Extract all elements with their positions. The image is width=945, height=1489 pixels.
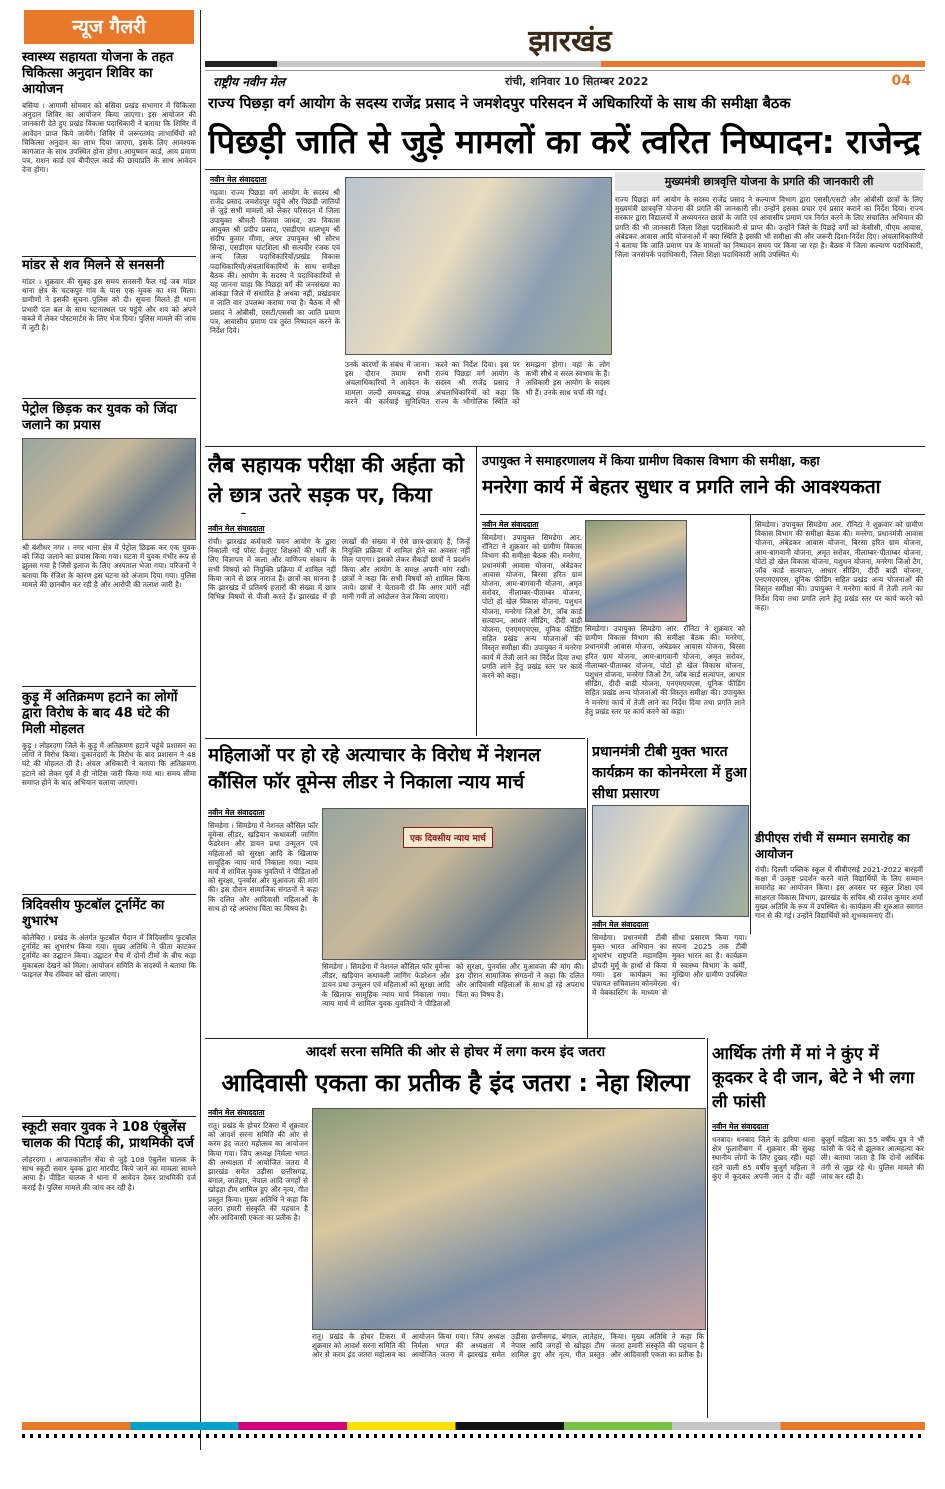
tb-program-photo (592, 805, 749, 917)
story-headline: महिलाओं पर हो रहे अत्याचार के विरोध में नेशनल कौंसिल फॉर वूमेन्स लीडर ने निकाला न्याय मार्च (208, 745, 541, 793)
story-headline: प्रधानमंत्री टीबी मुक्त भारत कार्यक्रम का कोनमेरला में हुआ सीधा प्रसारण (592, 744, 747, 802)
story-body (208, 808, 318, 1031)
article-text: उनके कारणों के संबंध में जाना। इस दौरान तमाम सभी अंचलाधिकारियों ने आवेदन के मामला जल्दी समयबद्ध संपन्न करने की कार्रवाई सुनिश्चित करने का निर्देश दिया। इस पर राज्य पिछड़ा वर्ग आयोग के सदस्य श्री राजेंद्र प्रसाद ने अंचलाधिकारियों को कहा कि राज्य के भौगोलिक स्थिति को समझना होगा। वहां के लोग कभी सीधे व सरल स्वभाव के हैं। अधिकारी इस आयोग के सदस्य भी हैं। उनके साथ चर्चा की गई। (345, 360, 610, 406)
dateline: रांची, शनिवार 10 सितम्बर 2022 (505, 75, 649, 88)
article-text: रातू। प्रखंड के होचर टिकरा में शुक्रवार को आदर्श सरना समिति की ओर से करम इंद जतरा महोत्सव का आयोजन किया गया। जिप अध्यक्ष निर्मला भगत की अध्यक्षता में आयोजित जतरा में झारखंड समेत उड़ीसा छत्तीसगढ़, बंगाल, लातेहार, नेपाल आदि जगहों से खोड़हा टीम शामिल हुए और नृत्य, गीत प्रस्तुत किया। मुख्य अतिथि ने कहा कि जतरा हमारी संस्कृति की पहचान है और आदिवासी एकता का प्रतीक है। (208, 1121, 308, 1223)
sidebar-headline: त्रिदिवसीय फुटबॉल टूर्नामेंट का शुभारंभ (22, 898, 165, 929)
article-text: धनबाद। धनबाद जिले के झरिया थाना क्षेत्र फुलारीबाग में शुक्रवार की सुबह स्थानीय लोगों के लिए दुखद रही। यहां रहने वाली 85 वर्षीय बुजुर्ग महिला ने कुंए में कूदकर अपनी जान दे दी। वहीं बुजुर्ग महिला का 55 वर्षीय पुत्र ने भी फांसी के फंदे से झूलकर आत्महत्या कर ली। बताया जाता है कि दोनों आर्थिक तंगी से जूझ रहे थे। पुलिस मामले की जांच कर रही है। (712, 1135, 924, 1181)
byline: नवीन मेल संवाददाता (208, 1108, 265, 1117)
story-headline: आर्थिक तंगी में मां ने कुंए में कूदकर दे दी जान, बेटे ने भी लगा ली फांसी (712, 1044, 915, 1111)
paper-logo: राष्ट्रीय नवीन मेल (213, 75, 285, 89)
sidebar-story (22, 50, 196, 246)
byline: नवीन मेल संवाददाता (208, 524, 265, 533)
byline: नवीन मेल संवाददाता (210, 175, 267, 184)
story-headline: लैब सहायक परीक्षा की अर्हता को ले छात्र उतरे सड़क पर, किया (208, 453, 465, 507)
article-text: रांची। झारखंड कर्मचारी चयन आयोग के द्वारा निकाली गई पोस्ट ग्रेजुएट शिक्षकों की भर्ती के लिए विज्ञापन में कला और वाणिज्य संकाय के सभी विषयों को नियुक्ति प्रक्रिया में शामिल नहीं किया जाने से छात्र नाराज हैं। छात्रों का मानना है कि झारखंड में प्रतिवर्ष हजारों की संख्या में छात्र विभिन्न विषयों से पीजी करते हैं। झारखंड में ही लाखों की संख्या में ऐसे छात्र-छात्राएं हैं, जिन्हें नियुक्ति प्रक्रिया में शामिल होने का अवसर नहीं मिल पाएगा। इसको लेकर सैकड़ों छात्रों ने प्रदर्शन किया और आयोग के समक्ष अपनी मांग रखी। छात्रों ने कहा कि सभी विषयों को शामिल किया जाये। छात्रों ने चेतावनी दी कि अगर मांगें नहीं मानी गयीं तो आंदोलन तेज किया जाएगा। (208, 537, 470, 602)
byline: नवीन मेल संवाददाता (208, 808, 265, 817)
story-headline: मनरेगा कार्य में बेहतर सुधार व प्रगति लाने की आवश्यकता (482, 476, 881, 498)
story-body (208, 524, 470, 737)
byline: नवीन मेल संवाददाता (712, 1122, 769, 1131)
sidebar-story (22, 402, 196, 683)
article-text: सिमडेगा । सिमडेगा में नेशनल कौंसिल फॉर वूमेन्स लीडर, खड़ियान कथावली जागिंग फेडरेशन और डायन प्रथा उन्मूलन एवं महिलाओं को सुरक्षा आदि के खिलाफ सामूहिक न्याय मार्च निकाला गया। न्याय मार्च में शामिल युवक युवतियों ने पीड़िताओं को सुरक्षा, पुनर्वास और मुआवजा की मांग की। इस दौरान सामाजिक संगठनों ने कहा कि दलित और आदिवासी महिलाओं के साथ हो रहे अपराध चिंता का विषय है। (322, 962, 584, 1008)
page-number: 04 (891, 73, 911, 89)
sidebar-body: श्री बंशीधर नगर । नगर थाना क्षेत्र में पेट्रोल छिड़क कर एक युवक को जिंदा जलाने का प्रयास किया गया। घटना में युवक गंभीर रूप से झुलस गया है जिसे इलाज के लिए अस्पताल भेजा गया। परिजनों ने बताया कि रंजिश के कारण इस घटना को अंजाम दिया गया। पुलिस मामले की छानबीन कर रही है और आरोपी की तलाश जारी है। (22, 543, 196, 589)
article-text: सिमडेगा। उपायुक्त सिमडेगा आर. रॉनिटा ने शुक्रवार को ग्रामीण विकास विभाग की समीक्षा बैठक की। मनरेगा, प्रधानमंत्री आवास योजना, अंबेडकर आवास योजना, बिरसा हरित ग्राम योजना, आम-बागवानी योजना, अमृत सरोवर, नीलाम्बर-पीताम्बर योजना, पोटो हो खेल विकास योजना, पशुधन योजना, मनरेगा जिओ टैग, जॉब कार्ड सत्यापन, आधार सीडिंग, दीदी बाड़ी योजना, एनएमएमएस, यूनिक फीडिंग सहित प्रखंड अन्य योजनाओं की विस्तृत समीक्षा की। उपायुक्त ने मनरेगा कार्य में तेजी लाने का निर्देश दिया तथा प्रगति लाने हेतु प्रखंड स्तर पर कार्य करने को कहा। (482, 533, 582, 681)
sidebar-photo (22, 438, 196, 540)
sidebar-body: कुड़ू । लोहरदगा जिले के कुड़ू में अतिक्रमण हटाने पहुंचे प्रशासन का लोगों ने विरोध किया। दुकानदारों के विरोध के बाद प्रशासन ने 48 घंटे की मोहलत दी है। अंचल अधिकारी ने बताया कि अतिक्रमण हटाने को लेकर पूर्व में ही नोटिस जारी किया गया था। समय सीमा समाप्त होने के बाद अभियान चलाया जाएगा। (22, 741, 196, 787)
sidebar-body: बसिया । आगामी सोमवार को बसिया प्रखंड सभागार में चिकित्सा अनुदान शिविर का आयोजन किया जाएगा। इस आयोजन की जानकारी देते हुए प्रखंड विकास पदाधिकारी ने बताया कि शिविर में आवेदन प्राप्त किये जायेंगे। शिविर में जरूरतमंद लाभार्थियों को चिकित्सा अनुदान का लाभ दिया जाएगा, इसके लिए आवश्यक कागजात के साथ उपस्थित होना होगा। आयुष्मान कार्ड, आय प्रमाण पत्र, राशन कार्ड एवं बीपीएल कार्ड की छायाप्रति के साथ आवेदन देना होगा। (22, 101, 196, 175)
sidebar-story (22, 690, 196, 891)
section-title: झारखंड (528, 24, 612, 59)
march-banner: एक दिवसीय न्याय मार्च (403, 827, 493, 848)
article-text: सिमडेगा। प्रधानमंत्री टीबी मुक्त भारत अभियान का शुभारंभ राष्ट्रपति महामहिम द्रौपदी मुर्मू के हाथों से किया गया। इस कार्यक्रम का पंचायत सचिवालय कोनमेरला में वेबकास्टिंग के माध्यम से सीधा प्रसारण किया गया। सपना 2025 तक टीबी मुक्त भारत का है। कार्यक्रम में स्वास्थ्य विभाग के कर्मी, मुखिया और ग्रामीण उपस्थित थे। (592, 933, 747, 998)
lead-headline: पिछड़ी जाति से जुड़े मामलों का करें त्वरित निष्पादन: राजेन्द्र (208, 122, 921, 161)
sidebar-body: लोहरदगा । आपातकालीन सेवा से जुड़े 108 एंबुलेंस चालक के साथ स्कूटी सवार युवक द्वारा मारपीट किये जाने का मामला सामने आया है। पीड़ित चालक ने थाना में आवेदन देकर प्राथमिकी दर्ज कराई है। पुलिस मामले की जांच कर रही है। (22, 1155, 196, 1192)
bottom-color-bar (22, 1422, 925, 1430)
sidebar-headline: पेट्रोल छिड़क कर युवक को जिंदा जलाने का प्रयास (22, 402, 177, 433)
article-text: रातू। प्रखंड के होचर टिकरा में शुक्रवार को आदर्श सरना समिति की ओर से करम इंद जतरा महोत्सव का आयोजन किया गया। जिप अध्यक्ष निर्मला भगत की अध्यक्षता में आयोजित जतरा में झारखंड समेत उड़ीसा छत्तीसगढ़, बंगाल, लातेहार, नेपाल आदि जगहों से खोड़हा टीम शामिल हुए और नृत्य, गीत प्रस्तुत किया। मुख्य अतिथि ने कहा कि जतरा हमारी संस्कृति की पहचान है और आदिवासी एकता का प्रतीक है। (312, 1332, 704, 1360)
story-headline: आदिवासी एकता का प्रतीक है इंद जतरा : नेहा शिल्पा (221, 1069, 690, 1097)
review-meeting-photo (585, 520, 687, 622)
sidebar-subhead: मुख्यमंत्री छात्रवृत्ति योजना के प्रगति की जानकारी ली (615, 172, 923, 191)
registration-marks (22, 1434, 925, 1438)
article-text: सिमडेगा। उपायुक्त सिमडेगा आर. रॉनिटा ने शुक्रवार को ग्रामीण विकास विभाग की समीक्षा बैठक की। मनरेगा, प्रधानमंत्री आवास योजना, अंबेडकर आवास योजना, बिरसा हरित ग्राम योजना, आम-बागवानी योजना, अमृत सरोवर, नीलाम्बर-पीताम्बर योजना, पोटो हो खेल विकास योजना, पशुधन योजना, मनरेगा जिओ टैग, जॉब कार्ड सत्यापन, आधार सीडिंग, दीदी बाड़ी योजना, एनएमएमएस, यूनिक फीडिंग सहित प्रखंड अन्य योजनाओं की विस्तृत समीक्षा की। उपायुक्त ने मनरेगा कार्य में तेजी लाने का निर्देश दिया तथा प्रगति लाने हेतु प्रखंड स्तर पर कार्य करने को कहा। (755, 520, 923, 612)
march-photo (322, 808, 586, 960)
story-body (482, 520, 582, 733)
article-text: गढ़वा। राज्य पिछड़ा वर्ग आयोग के सदस्य श्री राजेंद्र प्रसाद जमशेदपुर पहुंचे और पिछड़ी जातियों से जुड़े सभी मामलों को लेकर परिसदन में जिला उपायुक्त श्रीमती विजया जाधव, उप विकास आयुक्त श्री प्रदीप प्रसाद, एसडीएम धालभूम श्री संदीप कुमार मीणा, अपर उपायुक्त श्री सौरभ सिन्हा, एसडीएम घाटशिला श्री सत्यवीर रजक एवं अन्य जिला पदाधिकारियों/प्रखंड विकास पदाधिकारियों/अंचलाधिकारियों के साथ समीक्षा बैठक की। आयोग के सदस्य ने पदाधिकारियों से यह जानना चाहा कि पिछड़ा वर्ग की जनसंख्या का आंकड़ा जिले में संधारित है अथवा नहीं, प्रखंडवार व जाति वार उपलब्ध कराया गया है। बैठक में श्री प्रसाद ने ओबीसी, एसटी/एससी का जाति प्रमाण पत्र, आवासीय प्रमाण पत्र तुरंत निष्पादन करने के निर्देश दिये। (210, 188, 340, 336)
article-text: रांची। दिल्ली पब्लिक स्कूल में सीबीएसई 2021-2022 बारहवीं कक्षा में उत्कृष्ट प्रदर्शन करने वाले विद्यार्थियों के लिए सम्मान समारोह का आयोजन किया। इस अवसर पर स्कूल शिक्षा एवं साक्षरता विकास विभाग, झारखंड के सचिव श्री राजेश कुमार शर्मा मुख्य अतिथि के रूप में उपस्थित थे। कार्यक्रम की शुरुआत स्वागत गान से की गई। उन्होंने विद्यार्थियों को शुभकामनाएं दीं। (755, 865, 923, 921)
lead-kicker: राज्य पिछड़ा वर्ग आयोग के सदस्य राजेंद्र प्रसाद ने जमशेदपुर परिसदन में अधिकारियों के साथ की समीक्षा बैठक (208, 96, 791, 112)
sidebar-headline: डीपीएस रांची में सम्मान समारोह का आयोजन (755, 831, 910, 861)
masthead-bar (205, 70, 925, 91)
article-text: राज्य पिछड़ा वर्ग आयोग के सदस्य राजेंद्र प्रसाद ने कल्याण विभाग द्वारा एससी/एसटी और ओबीसी छात्रों के लिए मुख्यमंत्री छात्रवृत्ति योजना की प्रगति की जानकारी ली। उन्होंने इसका प्रचार एवं प्रसार कराने का निर्देश दिया। राज्य सरकार द्वारा विद्यालयों में अध्ययनरत छात्रों के जाति एवं आवासीय प्रमाण पत्र निर्गत करने के लिए संचालित अभियान की प्रगति की भी जानकारी जिला शिक्षा पदाधिकारी से प्राप्त की। उन्होंने जिले के पिछड़े वर्गों को केसीसी, पीएम आवास, अंबेडकर आवास आदि योजनाओं में क्या स्थिति है इसकी भी समीक्षा की और जरूरी दिशा-निर्देश दिए। अंचलाधिकारियों ने बताया कि जाति प्रमाण पत्र के मामलों का निष्पादन समय पर किया जा रहा है। बैठक में जिला कल्याण पदाधिकारी, जिला जनसंपर्क पदाधिकारी, जिला शिक्षा पदाधिकारी आदि उपस्थित थे। (615, 195, 923, 260)
sidebar-headline: मांडर से शव मिलने से सनसनी (22, 258, 165, 273)
byline: नवीन मेल संवाददाता (482, 520, 539, 529)
top-color-bar (205, 61, 925, 67)
sidebar-story (22, 258, 196, 395)
jatra-photo (312, 1108, 706, 1330)
sidebar-story (22, 1120, 196, 1405)
story-body (592, 920, 747, 1033)
sidebar-headline: स्वास्थ्य सहायता योजना के तहत चिकित्सा अनुदान शिविर का आयोजन (22, 50, 174, 97)
byline: नवीन मेल संवाददाता (592, 920, 649, 929)
lead-sidebar (615, 172, 923, 450)
story-kicker: उपायुक्त ने समाहरणालय में किया ग्रामीण विकास विभाग की समीक्षा, कहा (482, 453, 820, 468)
story-kicker: आदर्श सरना समिति की ओर से होचर में लगा करम इंद जतरा (305, 1044, 606, 1060)
article-text: सिमडेगा। उपायुक्त सिमडेगा आर. रॉनिटा ने शुक्रवार को ग्रामीण विकास विभाग की समीक्षा बैठक की। मनरेगा, प्रधानमंत्री आवास योजना, अंबेडकर आवास योजना, बिरसा हरित ग्राम योजना, आम-बागवानी योजना, अमृत सरोवर, नीलाम्बर-पीताम्बर योजना, पोटो हो खेल विकास योजना, पशुधन योजना, मनरेगा जिओ टैग, जॉब कार्ड सत्यापन, आधार सीडिंग, दीदी बाड़ी योजना, एनएमएमएस, यूनिक फीडिंग सहित प्रखंड अन्य योजनाओं की विस्तृत समीक्षा की। उपायुक्त ने मनरेगा कार्य में तेजी लाने का निर्देश दिया तथा प्रगति लाने हेतु प्रखंड स्तर पर कार्य करने को कहा। (585, 624, 745, 716)
story-body (712, 1122, 924, 1415)
article-text: सिमडेगा । सिमडेगा में नेशनल कौंसिल फॉर वूमेन्स लीडर, खड़ियान कथावली जागिंग फेडरेशन और डायन प्रथा उन्मूलन एवं महिलाओं को सुरक्षा आदि के खिलाफ सामूहिक न्याय मार्च निकाला गया। न्याय मार्च में शामिल युवक युवतियों ने पीड़िताओं को सुरक्षा, पुनर्वास और मुआवजा की मांग की। इस दौरान सामाजिक संगठनों ने कहा कि दलित और आदिवासी महिलाओं के साथ हो रहे अपराध चिंता का विषय है। (208, 821, 318, 913)
dps-sidebar (755, 830, 923, 1035)
lead-story-body (210, 175, 340, 446)
sidebar-story (22, 898, 196, 1128)
sidebar-headline: कुड़ू में अतिक्रमण हटाने का लोगों द्वारा विरोध के बाद 48 घंटे की मिली मोहलत (22, 690, 178, 737)
sidebar-headline: स्कूटी सवार युवक ने 108 एंबुलेंस चालक की पिटाई की, प्राथमिकी दर्ज (22, 1120, 194, 1151)
news-gallery-banner: न्यूज गैलरी (24, 10, 194, 44)
meeting-photo (345, 177, 612, 355)
sidebar-body: कोलेबिरा । प्रखंड के अंतर्गत फुटबॉल मैदान में त्रिदिवसीय फुटबॉल टूर्नामेंट का शुभारंभ किया गया। मुख्य अतिथि ने फीता काटकर टूर्नामेंट का उद्घाटन किया। उद्घाटन मैच में दोनों टीमों के बीच कड़ा मुकाबला देखने को मिला। आयोजन समिति के सदस्यों ने बताया कि फाइनल मैच रविवार को खेला जाएगा। (22, 933, 196, 979)
story-body (208, 1108, 308, 1421)
sidebar-body: मांडर । शुक्रवार की सुबह इस समय सनसनी फैल गई जब मांडर थाना क्षेत्र के चटकपुर गांव के पास एक युवक का शव मिला। ग्रामीणों ने इसकी सूचना पुलिस को दी। सूचना मिलते ही थाना प्रभारी दल बल के साथ घटनास्थल पर पहुंचे और शव को अपने कब्जे में लेकर पोस्टमार्टम के लिए भेज दिया। पुलिस मामले की जांच में जुटी है। (22, 277, 196, 333)
